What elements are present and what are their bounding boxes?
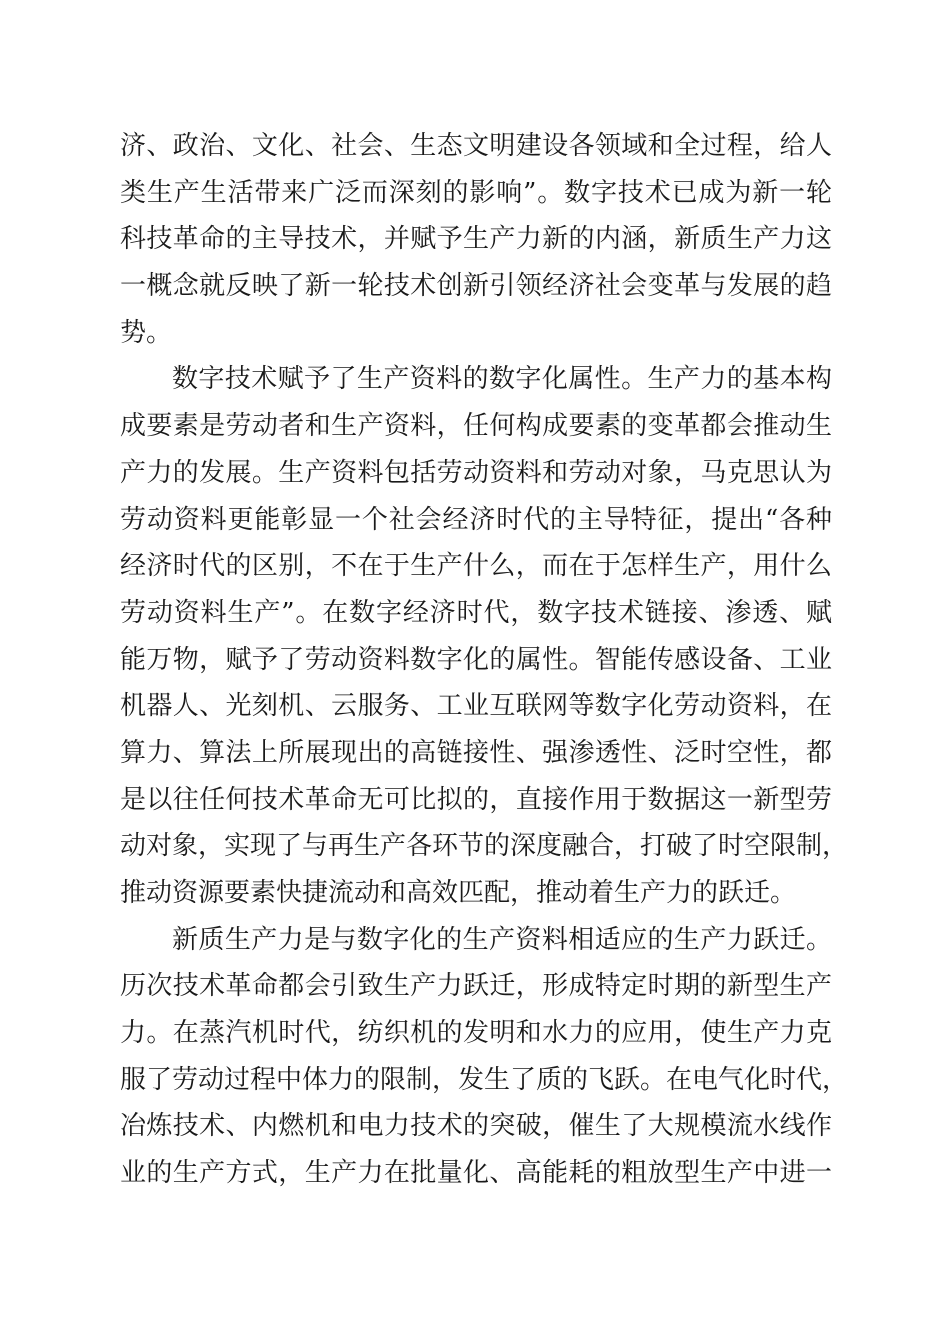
text-line: 济、政治、文化、社会、生态文明建设各领域和全过程，给人 bbox=[120, 131, 832, 161]
text-line: 势。 bbox=[120, 317, 173, 348]
text-line: 业的生产方式，生产力在批量化、高能耗的粗放型生产中进一 bbox=[120, 1158, 832, 1189]
text-line: 经济时代的区别，不在于生产什么，而在于怎样生产，用什么 bbox=[120, 551, 832, 582]
document-body bbox=[120, 123, 849, 1197]
text-line: 算力、算法上所展现出的高链接性、强渗透性、泛时空性，都 bbox=[120, 737, 832, 768]
text-line: 历次技术革命都会引致生产力跃迁，形成特定时期的新型生产 bbox=[120, 971, 832, 1002]
text-line: 能万物，赋予了劳动资料数字化的属性。智能传感设备、工业 bbox=[120, 644, 832, 675]
text-line: 动对象，实现了与再生产各环节的深度融合，打破了时空限制， bbox=[120, 831, 849, 862]
text-line: 是以往任何技术革命无可比拟的，直接作用于数据这一新型劳 bbox=[120, 784, 832, 815]
text-line: 劳动资料生产”。在数字经济时代，数字技术链接、渗透、赋 bbox=[120, 597, 832, 628]
paragraph-3 bbox=[120, 917, 849, 1197]
text-line: 力。在蒸汽机时代，纺织机的发明和水力的应用，使生产力克 bbox=[120, 1018, 832, 1049]
text-line: 新质生产力是与数字化的生产资料相适应的生产力跃迁。 bbox=[172, 924, 832, 955]
paragraph-2 bbox=[120, 356, 849, 916]
text-line: 服了劳动过程中体力的限制，发生了质的飞跃。在电气化时代， bbox=[120, 1064, 849, 1095]
text-line: 机器人、光刻机、云服务、工业互联网等数字化劳动资料，在 bbox=[120, 691, 832, 722]
text-line: 科技革命的主导技术，并赋予生产力新的内涵，新质生产力这 bbox=[120, 224, 832, 255]
text-line: 成要素是劳动者和生产资料，任何构成要素的变革都会推动生 bbox=[120, 411, 832, 442]
text-line: 劳动资料更能彰显一个社会经济时代的主导特征，提出“各种 bbox=[120, 504, 832, 535]
paragraph-1 bbox=[120, 123, 832, 356]
text-line: 冶炼技术、内燃机和电力技术的突破，催生了大规模流水线作 bbox=[120, 1111, 832, 1142]
text-line: 数字技术赋予了生产资料的数字化属性。生产力的基本构 bbox=[172, 364, 832, 395]
text-line: 产力的发展。生产资料包括劳动资料和劳动对象，马克思认为 bbox=[120, 457, 832, 488]
text-line: 一概念就反映了新一轮技术创新引领经济社会变革与发展的趋 bbox=[120, 271, 832, 302]
text-line: 推动资源要素快捷流动和高效匹配，推动着生产力的跃迁。 bbox=[120, 878, 797, 908]
text-line: 类生产生活带来广泛而深刻的影响”。数字技术已成为新一轮 bbox=[120, 177, 832, 208]
